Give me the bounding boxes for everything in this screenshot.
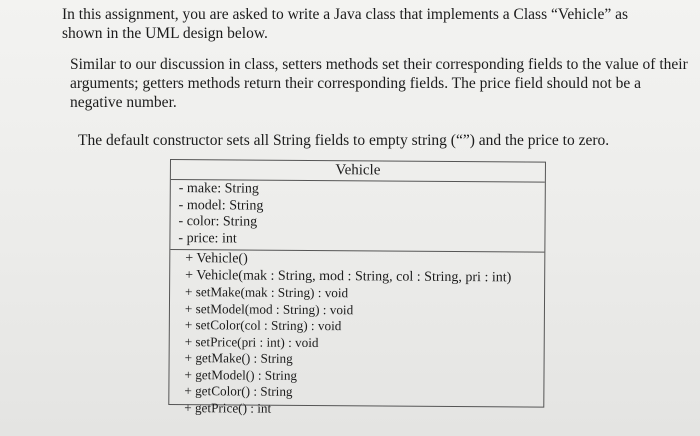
uml-field: - make: String: [178, 181, 259, 197]
uml-method: + setModel(mod : String) : void: [184, 300, 354, 317]
uml-fields-section: [170, 180, 544, 253]
uml-field: - color: String: [178, 214, 258, 230]
uml-field: - model: String: [178, 197, 264, 214]
uml-method: + getPrice() : int: [184, 399, 272, 416]
uml-class-diagram: [168, 159, 546, 416]
constructor-paragraph: The default constructor sets all String fields to empty string (“”) and the price to zero.: [78, 132, 610, 149]
uml-class-name: Vehicle: [171, 160, 545, 183]
uml-method: + getModel() : String: [184, 366, 298, 383]
uml-method: + getMake() : String: [184, 350, 293, 366]
uml-method: + setPrice(pri : int) : void: [184, 333, 319, 350]
uml-field: - price: int: [178, 230, 237, 246]
uml-method: + Vehicle(): [185, 251, 248, 267]
uml-method: + getColor() : String: [184, 383, 293, 399]
intro-paragraph: In this assignment, you are asked to write a Java class that implements a Class “Vehicle” as shown in the UML design below.: [62, 6, 629, 42]
uml-methods-section: [169, 250, 544, 419]
uml-method: + Vehicle(mak : String, mod : String, col : String, pri : int): [185, 267, 512, 285]
setters-getters-paragraph: Similar to our discussion in class, setters methods set their corresponding fields to the value of their arguments; getters methods return their corresponding fields. The price field should not be a negative number.: [70, 56, 688, 111]
uml-method: + setMake(mak : String) : void: [185, 284, 349, 301]
uml-method: + setColor(col : String) : void: [184, 317, 342, 334]
